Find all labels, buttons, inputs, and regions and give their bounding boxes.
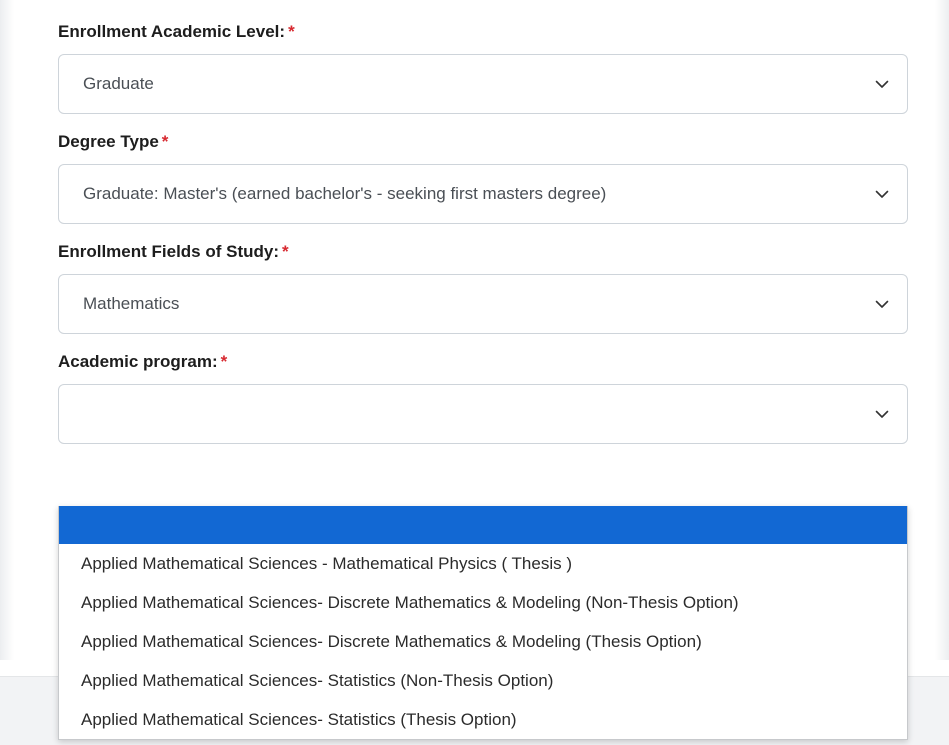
select-enrollment-fields-of-study[interactable] xyxy=(58,274,908,334)
dropdown-option[interactable]: Applied Mathematical Sciences- Discrete Mathematics & Modeling (Non-Thesis Option) xyxy=(81,593,739,612)
label-text: Academic program: xyxy=(58,352,218,371)
dropdown-option[interactable] xyxy=(59,506,907,544)
chevron-down-icon xyxy=(875,407,889,421)
dropdown-option[interactable]: Applied Mathematical Sciences- Statistics (Thesis Option) xyxy=(81,710,517,729)
field-enrollment-academic-level xyxy=(58,20,908,114)
select-value-enrollment-academic-level: Graduate xyxy=(83,74,154,93)
select-degree-type[interactable] xyxy=(58,164,908,224)
required-asterisk: * xyxy=(282,242,289,261)
dropdown-option[interactable]: Applied Mathematical Sciences- Statistics (Non-Thesis Option) xyxy=(81,671,554,690)
required-asterisk: * xyxy=(288,22,295,41)
dropdown-option[interactable]: Applied Mathematical Sciences - Mathematical Physics ( Thesis ) xyxy=(81,554,572,573)
academic-program-dropdown-list[interactable] xyxy=(58,506,908,740)
label-academic-program xyxy=(58,350,908,374)
chevron-down-icon xyxy=(875,187,889,201)
label-enrollment-fields-of-study xyxy=(58,240,908,264)
required-asterisk: * xyxy=(220,352,228,371)
field-degree-type xyxy=(58,130,908,224)
chevron-down-icon xyxy=(875,77,889,91)
label-text: Enrollment Academic Level: xyxy=(58,22,286,41)
dropdown-option[interactable]: Applied Mathematical Sciences- Discrete Mathematics & Modeling (Thesis Option) xyxy=(81,632,702,651)
label-text: Degree Type xyxy=(58,132,159,151)
select-value-enrollment-fields-of-study: Mathematics xyxy=(83,294,180,313)
select-academic-program[interactable] xyxy=(58,384,908,444)
chevron-down-icon xyxy=(875,297,889,311)
required-asterisk: * xyxy=(161,132,169,151)
field-enrollment-fields-of-study xyxy=(58,240,908,334)
label-text: Enrollment Fields of Study: xyxy=(58,242,280,261)
select-value-academic-program xyxy=(83,385,857,443)
label-degree-type xyxy=(58,130,908,154)
enrollment-form xyxy=(58,20,908,460)
select-value-degree-type: Graduate: Master's (earned bachelor's - seeking first masters degree) xyxy=(83,184,607,203)
select-enrollment-academic-level[interactable] xyxy=(58,54,908,114)
field-academic-program xyxy=(58,350,908,444)
label-enrollment-academic-level xyxy=(58,20,908,44)
